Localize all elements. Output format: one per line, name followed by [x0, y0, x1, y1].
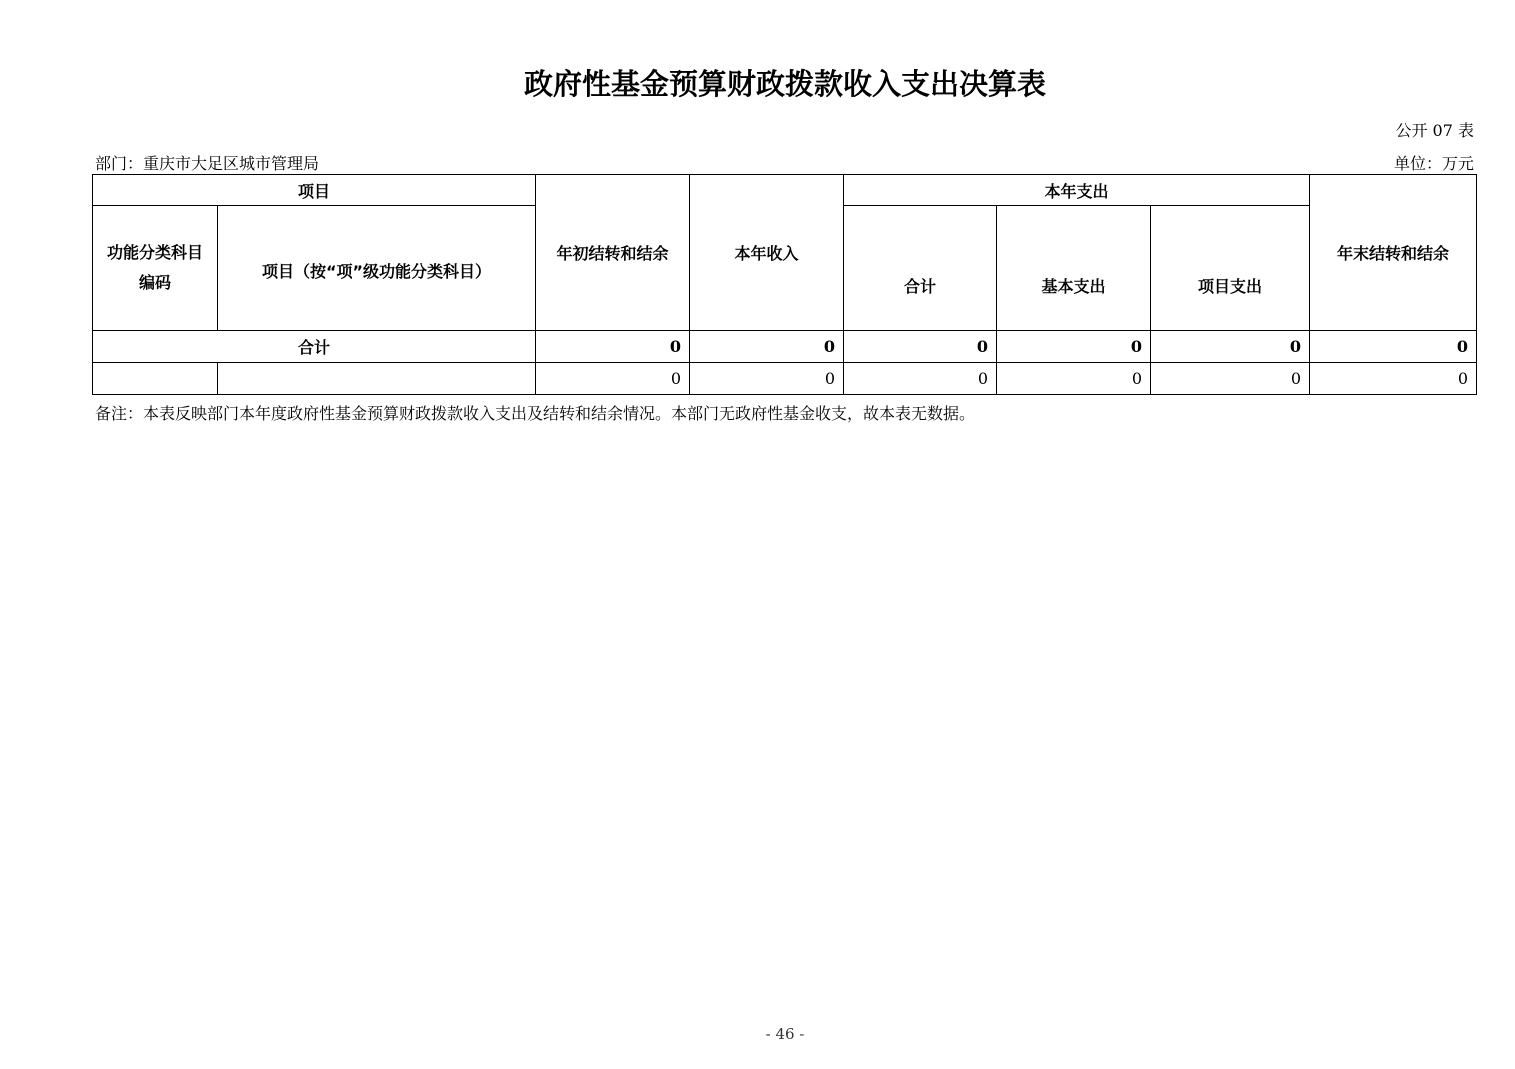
department-label: 部门：重庆市大足区城市管理局: [95, 154, 320, 173]
row-project-expense: 0: [1151, 363, 1310, 395]
form-number: 公开 07 表: [1395, 121, 1474, 140]
header-closing-balance: 年末结转和结余: [1310, 175, 1477, 331]
header-func-code-line1: 功能分类科目: [106, 243, 203, 262]
header-current-income: 本年收入: [690, 175, 844, 331]
table-row: [93, 363, 1477, 395]
total-expense-total: 0: [844, 331, 997, 363]
row-expense-total: 0: [844, 363, 997, 395]
header-row-1: [93, 175, 1477, 206]
total-current-income: 0: [690, 331, 844, 363]
total-label: 合计: [93, 331, 536, 363]
page-number: - 46 -: [765, 1025, 805, 1043]
row-opening-balance: 0: [536, 363, 690, 395]
header-expense-total: 合计: [844, 206, 997, 331]
table-note: 备注：本表反映部门本年度政府性基金预算财政拨款收入支出及结转和结余情况。本部门无政府性基金收支，故本表无数据。: [95, 404, 976, 423]
header-basic-expense: 基本支出: [997, 206, 1151, 331]
row-func-code: [93, 363, 218, 395]
row-current-income: 0: [690, 363, 844, 395]
header-project-expense: 项目支出: [1151, 206, 1310, 331]
total-opening-balance: 0: [536, 331, 690, 363]
header-opening-balance: 年初结转和结余: [536, 175, 690, 331]
budget-table: [92, 174, 1477, 395]
unit-label: 单位：万元: [1393, 154, 1474, 173]
document-title: 政府性基金预算财政拨款收入支出决算表: [523, 67, 1046, 101]
row-closing-balance: 0: [1310, 363, 1477, 395]
header-func-code-line2: 编码: [138, 273, 171, 292]
header-project-name: 项目（按“项”级功能分类科目）: [218, 206, 536, 331]
header-func-code: [93, 206, 218, 331]
total-closing-balance: 0: [1310, 331, 1477, 363]
row-project-name: [218, 363, 536, 395]
header-current-expense-group: 本年支出: [844, 175, 1310, 206]
total-basic-expense: 0: [997, 331, 1151, 363]
total-project-expense: 0: [1151, 331, 1310, 363]
total-row: [93, 331, 1477, 363]
row-basic-expense: 0: [997, 363, 1151, 395]
header-project-group: 项目: [93, 175, 536, 206]
